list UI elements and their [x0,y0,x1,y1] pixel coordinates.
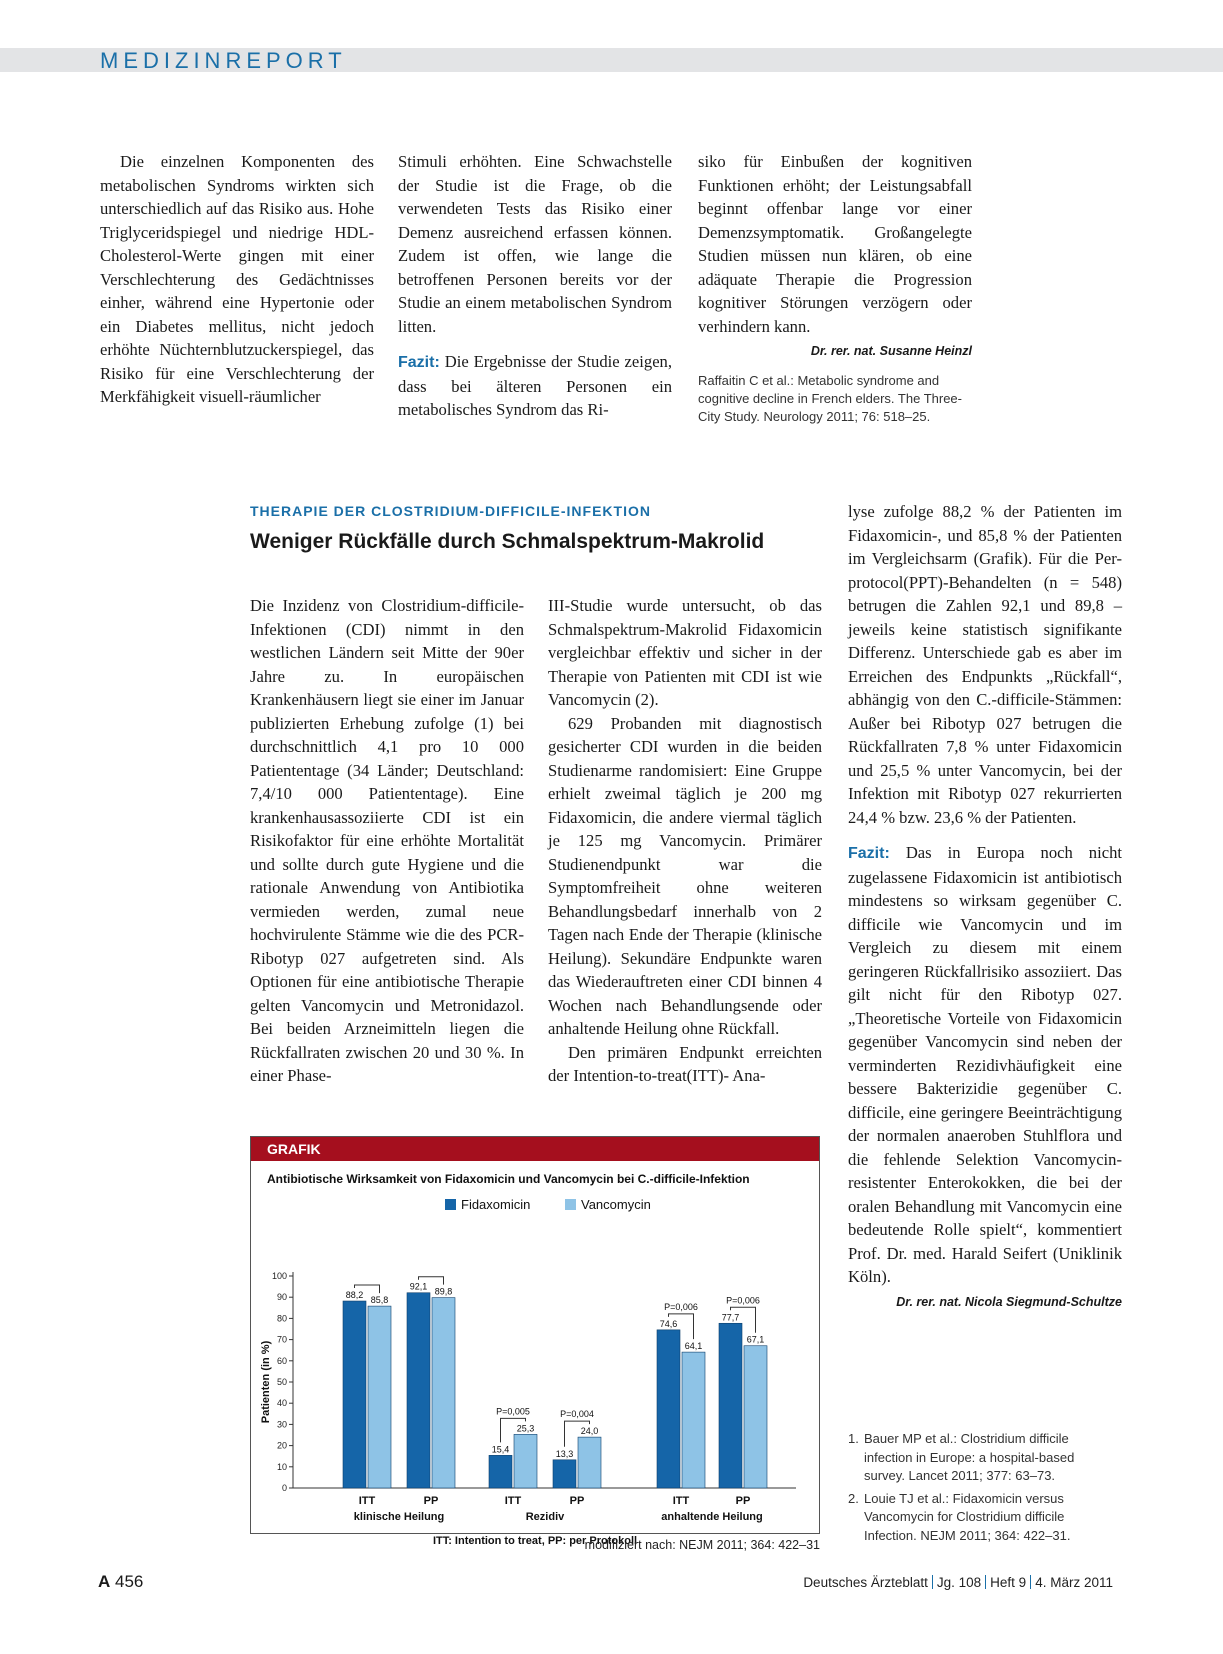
group-label: klinische Heilung [353,1511,445,1523]
bar-value-label: 15,4 [491,1444,510,1455]
chart-footnote: ITT: Intention to treat, PP: per Protokoll [432,1535,638,1547]
article-col2-p2: 629 Probanden mit diagnostisch gesicherter CDI wurden in die beiden Studienarme randomisiert: Eine Gruppe erhielt zweimal täglich je 200 mg Fidaxomicin, die andere viermal täglich je 125 mg Vancomycin. Primärer Studienendpunkt war die Symptomfreiheit ohne weiteren Behandlungsbedarf innerhalb von 2 Tagen nach Ende der Therapie (klinische Heilung). Sekundäre Endpunkte waren das Wiederauftreten einer CDI binnen 4 Wochen nach Behandlungsende oder anhaltende Heilung ohne Rückfall. [548,713,822,1038]
section-label: MEDIZINREPORT [100,48,347,73]
group-label: anhaltende Heilung [661,1511,763,1523]
bar-value-label: 64,1 [684,1341,703,1352]
top-col2-fazit [398,350,672,422]
y-tick-label: 20 [276,1440,287,1451]
bar-fidaxomicin [407,1293,430,1488]
x-tick-label: PP [569,1495,585,1507]
top-article-col1 [100,150,374,409]
bar-vancomycin [368,1306,391,1488]
bar-fidaxomicin [343,1301,366,1488]
bar-vancomycin [578,1437,601,1488]
article-fazit-text: Das in Europa noch nicht zugelassene Fidaxomicin ist antibiotisch mindestens so wirksam gegenüber C. difficile wie Vancomycin und im Vergleich zu diesem mit einem geringeren Rückfallrisiko assoziiert. Das gilt nicht für den Ribotyp 027. „Theoretische Vorteile von Fidaxomicin gegenüber Vancomycin sind neben der verminderten Rezidivhäufigkeit eine bessere Bakterizidie gegenüber C. difficile, eine geringere Beeinträchtigung der normalen anaeroben Stuhlflora und die fehlende Selektion Vancomycin-resistenter Enterokokken, die bei der oralen Behandlung mit Vancomycin eine bedeutende Rolle spielt“, kommentiert Prof. Dr. med. Harald Seifert (Uniklinik Köln). [848,843,1122,1286]
y-tick-label: 80 [276,1313,287,1324]
article-col1 [250,594,524,1088]
y-tick-label: 10 [276,1461,287,1472]
article-col2-p1: III-Studie wurde untersucht, ob das Schmalspektrum-Makrolid Fidaxomicin vergleichbar effektiv und sicher in der Therapie von Patienten mit CDI ist wie Vancomycin (2). [548,596,822,709]
x-tick-label: ITT [504,1495,522,1507]
journal-issue: Heft 9 [990,1575,1027,1590]
bar-value-label: 88,2 [345,1290,364,1301]
reference-number: 1. [848,1431,859,1446]
top-author: Dr. rer. nat. Susanne Heinzl [810,344,972,358]
x-tick-label: PP [735,1495,751,1507]
bar-fidaxomicin [489,1455,512,1488]
journal-name: Deutsches Ärzteblatt [803,1575,928,1590]
legend-label: Fidaxomicin [461,1197,531,1212]
article-col2-p3: Den primären Endpunkt erreichten der Intention-to-treat(ITT)- Ana- [548,1042,822,1085]
article-col3 [848,500,1122,1314]
bar-fidaxomicin [657,1330,680,1488]
journal-volume: Jg. 108 [936,1575,982,1590]
y-tick-label: 90 [276,1292,287,1303]
reference-text: Louie TJ et al.: Fidaxomicin versus Vancomycin for Clostridium difficile Infection. NEJM 2011; 364: 422–31. [864,1490,1071,1543]
article-author: Dr. rer. nat. Nicola Siegmund-Schultze [896,1294,1122,1309]
bar-value-label: 77,7 [721,1312,740,1323]
group-label: Rezidiv [525,1511,565,1523]
y-tick-label: 0 [281,1483,287,1493]
y-tick-label: 40 [276,1398,287,1409]
fazit-label: Fazit: [398,354,440,371]
bar-vancomycin [432,1298,455,1488]
top-col1-text: Die einzelnen Komponenten des metabolischen Syndroms wirkten sich unterschiedlich auf das Risiko aus. Hohe Triglyceridspiegel und niedrige HDL-Cholesterol-Werte gingen mit einer Verschlechterung des Gedächtnisses einher, während eine Hypertonie oder ein Diabetes mellitus, nicht jedoch erhöhte Nüchternblutzuckerspiegel, das Risiko für eine Verschlechterung der Merkfähigkeit visuell-räumlicher [100,152,374,406]
y-tick-label: 60 [276,1355,287,1366]
page-prefix: A [98,1572,111,1591]
article-headline: Weniger Rückfälle durch Schmalspektrum-Makrolid [250,530,765,553]
bar-vancomycin [514,1434,537,1488]
journal-date: 4. März 2011 [1035,1575,1113,1590]
reference-item [848,1430,1118,1486]
article-kicker: THERAPIE DER CLOSTRIDIUM-DIFFICILE-INFEKTION [250,503,651,519]
article-col1-text: Die Inzidenz von Clostridium-difficile-Infektionen (CDI) nimmt in den westlichen Ländern seit Mitte der 90er Jahre zu. In europäischen Krankenhäusern liegt sie einer im Januar publizierten Erhebung zufolge (1) bei durchschnittlich 4,1 pro 10 000 Patiententage (34 Länder; Deutschland: 7,4/10 000 Patiententage). Eine krankenhausassoziierte CDI ist ein Risikofaktor für eine erhöhte Mortalität und sollte durch gute Hygiene und die rationale Anwendung von Antibiotika vermieden werden, zumal neue hochvirulente Stämme wie die des PCR-Ribotyp 027 aufgetreten sind. Als Optionen für eine antibiotische Therapie gelten Vancomycin und Metronidazol. Bei beiden Arzneimitteln liegen die Rückfallraten zwischen 20 und 30 %. In einer Phase- [250,596,524,1085]
legend-swatch [445,1199,456,1210]
bar-value-label: 25,3 [516,1423,535,1434]
y-axis-label: Patienten (in %) [260,1340,272,1424]
y-tick-label: 50 [276,1377,287,1387]
figure-label: GRAFIK [251,1137,819,1161]
p-value-label: P=0,005 [496,1406,530,1417]
article-col3-fazit [848,841,1122,1289]
bar-value-label: 67,1 [746,1334,765,1345]
fazit-label: Fazit: [848,845,890,862]
figure-source: modifiziert nach: NEJM 2011; 364: 422–31 [584,1538,820,1552]
y-tick-label: 100 [271,1271,287,1281]
legend-label: Vancomycin [581,1197,651,1212]
p-value-label: P=0,006 [664,1301,698,1312]
chart-title: Antibiotische Wirksamkeit von Fidaxomicin und Vancomycin bei C.-difficile-Infektion [267,1172,750,1186]
bar-value-label: 89,8 [434,1286,453,1297]
bar-fidaxomicin [719,1323,742,1488]
bar-value-label: 74,6 [659,1318,678,1329]
page-number [98,1572,143,1592]
top-article-col3 [698,150,972,426]
bar-value-label: 24,0 [580,1426,599,1437]
bar-value-label: 92,1 [409,1281,428,1292]
top-col2-text: Stimuli erhöhten. Eine Schwachstelle der Studie ist die Frage, ob die verwendeten Tests das Risiko einer Demenz ausreichend erfassen können. Zudem ist offen, wie lange die betroffenen Personen bereits vor der Studie an einem metabolischen Syndrom litten. [398,152,672,336]
y-tick-label: 70 [276,1334,287,1345]
bar-value-label: 13,3 [555,1448,574,1459]
x-tick-label: ITT [672,1495,690,1507]
y-tick-label: 30 [276,1419,287,1430]
article-col2 [548,594,822,1088]
p-value-label: P=0,004 [560,1409,594,1420]
top-article-col2 [398,150,672,422]
p-value-label: P=0,006 [726,1295,760,1306]
page-number-value: 456 [115,1572,144,1591]
x-tick-label: ITT [358,1495,376,1507]
reference-number: 2. [848,1490,859,1506]
reference-item [848,1490,1118,1546]
bar-vancomycin [744,1346,767,1488]
reference-list [848,1430,1118,1549]
legend-swatch [565,1199,576,1210]
bar-fidaxomicin [553,1460,576,1488]
journal-footer [803,1575,1113,1590]
bar-vancomycin [682,1352,705,1488]
x-tick-label: PP [423,1495,439,1507]
top-fazit-text: Die Ergebnisse der Studie zeigen, dass bei älteren Personen ein metabolisches Syndrom das Ri- [398,352,673,419]
article-col3-p1: lyse zufolge 88,2 % der Patienten im Fidaxomicin-, und 85,8 % der Patienten im Vergleichsarm (Grafik). Für die Per-protocol(PPT)-Behandelten (n = 548) betrugen die Zahlen 92,1 und 89,8 – jeweils keine statistisch signifikante Differenz. Unterschiede gab es aber im Erreichen des Endpunkts „Rückfall“, abhängig von den C.-difficile-Stämmen: Außer bei Ribotyp 027 betrugen die Rückfallraten 7,8 % unter Fidaxomicin und 25,5 % unter Vancomycin, bei der Infektion mit Ribotyp 027 rekurrierten 24,4 % bzw. 23,6 % der Patienten. [848,502,1122,827]
bar-value-label: 85,8 [370,1295,389,1306]
top-reference: Raffaitin C et al.: Metabolic syndrome and cognitive decline in French elders. The Three-City Study. Neurology 2011; 76: 518–25. [698,372,962,424]
top-col3-text: siko für Einbußen der kognitiven Funktionen erhöht; der Leistungsabfall beginnt offenbar lange vor einer Demenzsymptomatik. Großangelegte Studien müssen nun klären, ob eine adäquate Therapie die Progression kognitiver Störungen verzögern oder verhindern kann. [698,152,972,336]
reference-text: Bauer MP et al.: Clostridium difficile infection in Europe: a hospital-based survey. Lancet 2011; 377: 63–73. [864,1431,1075,1483]
